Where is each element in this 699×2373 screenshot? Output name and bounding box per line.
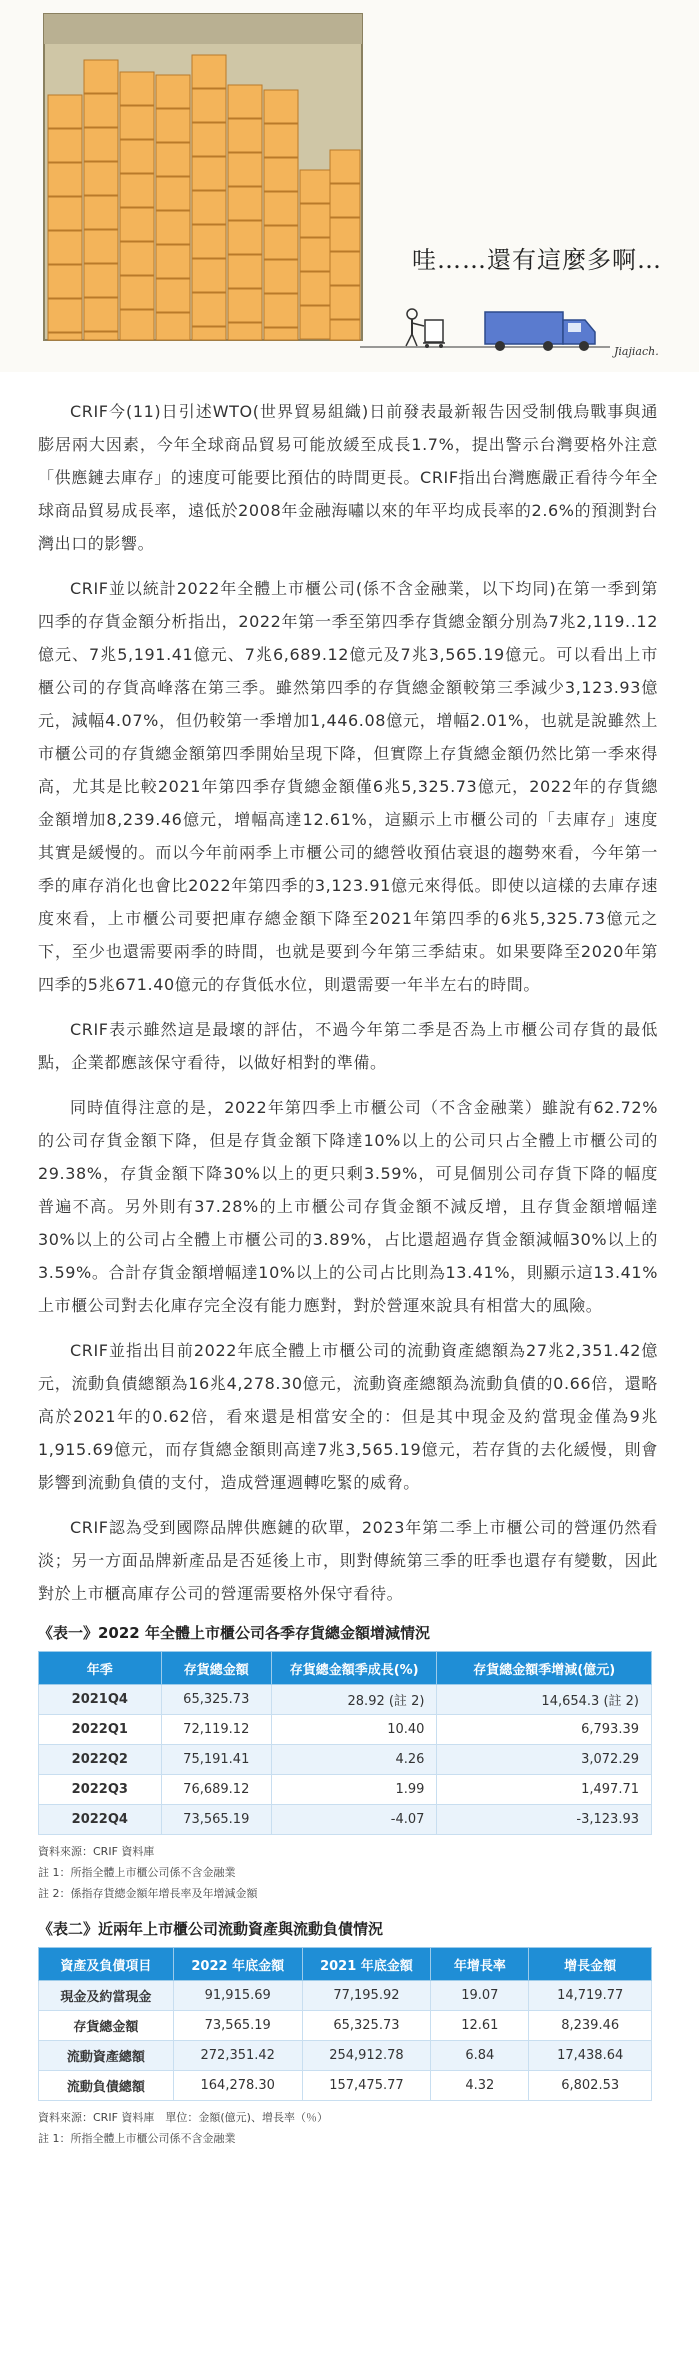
- table-cell: 8,239.46: [529, 2011, 652, 2041]
- inventory-box: [300, 238, 334, 271]
- table1-header: 存貨總金額: [161, 1652, 271, 1685]
- inventory-box: [84, 298, 118, 331]
- inventory-box: [330, 320, 360, 340]
- inventory-box: [156, 211, 190, 244]
- inventory-box: [192, 191, 226, 224]
- table1-note: 註 1：所指全體上市櫃公司係不含金融業: [38, 1866, 236, 1879]
- paragraph: CRIF今(11)日引述WTO(世界貿易組織)日前發表最新報告因受制俄烏戰事與通膨居兩大因素，今年全球商品貿易可能放緩至成長1.7%，提出警示台灣要格外注意「供應鏈去庫存」的速度可能要比預估的時間更長。CRIF指出台灣應嚴正看待今年全球商品貿易成長率，遠低於2008年金融海嘯以來的年平均成長率的2.6%的預測對台灣出口的影響。: [38, 402, 658, 553]
- inventory-box: [264, 226, 298, 259]
- inventory-box: [48, 163, 82, 196]
- paragraph: CRIF並以統計2022年全體上市櫃公司(係不含金融業，以下均同)在第一季到第四季的存貨金額分析指出，2022年第一季至第四季存貨總金額分別為7兆2,119..12億元、7兆5,191.41億元、7兆6,689.12億元及7兆3,565.19億元。可以看出上市櫃公司的存貨高峰落在第三季。雖然第四季的存貨總金額較第三季減少3,123.93億元，減幅4.07%，但仍較第一季增加1,446.08億元，增幅2.01%，也就是說雖然上市櫃公司的存貨總金額第四季開始呈現下降，但實際上存貨總金額仍然比第一季來得高，尤其是比較2021年第四季存貨總金額僅6兆5,325.73億元，2022年的存貨總金額增加8,239.46億元，增幅高達12.61%，這顯示上市櫃公司的「去庫存」速度其實是緩慢的。而以今年前兩季上市櫃公司的總營收預估衰退的趨勢來看，今年第一季的庫存消化也會比2022年第四季的3,123.91億元來得低。即使以這樣的去庫存速度來看，上市櫃公司要把庫存總金額下降至2021年第四季的6兆5,325.73億元之下，至少也還需要兩季的時間，也就是要到今年第三季結束。如果要降至2020年第四季的5兆671.40億元的存貨低水位，則還需要一年半左右的時間。: [38, 579, 658, 994]
- inventory-box: [156, 245, 190, 278]
- inventory-box: [192, 55, 226, 88]
- table-cell: 72,119.12: [161, 1715, 271, 1745]
- table-cell: 73,565.19: [173, 2011, 302, 2041]
- table-cell: 6.84: [431, 2041, 529, 2071]
- inventory-box: [192, 89, 226, 122]
- table2-source-note: 資料來源：CRIF 資料庫 單位：金額(億元)、增長率（％）: [38, 2111, 328, 2124]
- inventory-box: [120, 242, 154, 275]
- article-body: [38, 395, 658, 2149]
- table-cell: 12.61: [431, 2011, 529, 2041]
- table-cell: 3,072.29: [437, 1745, 652, 1775]
- inventory-box: [48, 333, 82, 340]
- table-cell: 91,915.69: [173, 1981, 302, 2011]
- inventory-box: [300, 306, 334, 339]
- table-cell: 6,802.53: [529, 2071, 652, 2101]
- table-row: [39, 2071, 652, 2101]
- inventory-box: [120, 208, 154, 241]
- table-cell: 2022Q4: [39, 1805, 162, 1835]
- artist-signature: Jiajiach.: [614, 345, 659, 358]
- inventory-box: [84, 60, 118, 93]
- paragraph: CRIF認為受到國際品牌供應鏈的砍單，2023年第二季上市櫃公司的營運仍然看淡；另一方面品牌新產品是否延後上市，則對傳統第三季的旺季也還存有變數，因此對於上市櫃高庫存公司的營運需要格外保守看待。: [38, 1518, 658, 1603]
- inventory-box: [228, 323, 262, 340]
- table-cell: 77,195.92: [302, 1981, 431, 2011]
- inventory-box: [156, 177, 190, 210]
- table-row: [39, 1745, 652, 1775]
- table1-header: 存貨總金額季成長(%): [271, 1652, 437, 1685]
- inventory-box: [192, 123, 226, 156]
- inventory-box: [228, 187, 262, 220]
- inventory-box: [192, 157, 226, 190]
- table1-header: 存貨總金額季增減(億元): [437, 1652, 652, 1685]
- table-cell: 1.99: [271, 1775, 437, 1805]
- table-row: [39, 1715, 652, 1745]
- inventory-box: [84, 332, 118, 340]
- inventory-box: [228, 119, 262, 152]
- inventory-box: [120, 72, 154, 105]
- table-row: [39, 1981, 652, 2011]
- warehouse-illustration: [0, 0, 699, 372]
- table-cell: 4.32: [431, 2071, 529, 2101]
- inventory-box: [192, 259, 226, 292]
- inventory-box: [156, 279, 190, 312]
- table-cell: -4.07: [271, 1805, 437, 1835]
- table-cell: -3,123.93: [437, 1805, 652, 1835]
- table-cell: 流動資產總額: [39, 2041, 174, 2071]
- paragraph: CRIF並指出目前2022年底全體上市櫃公司的流動資產總額為27兆2,351.42億元，流動負債總額為16兆4,278.30億元，流動資產總額為流動負債的0.66倍，還略高於2021年的0.62倍，看來還是相當安全的：但是其中現金及約當現金僅為9兆1,915.69億元，而存貨總金額則高達7兆3,565.19億元，若存貨的去化緩慢，則會影響到流動負債的支付，造成營運週轉吃緊的威脅。: [38, 1341, 658, 1492]
- table-cell: 65,325.73: [161, 1685, 271, 1715]
- inventory-box: [228, 221, 262, 254]
- table-cell: 2022Q1: [39, 1715, 162, 1745]
- inventory-box: [84, 264, 118, 297]
- table2-header: 2021 年底金額: [302, 1948, 431, 1981]
- table1-source-note: 資料來源：CRIF 資料庫: [38, 1845, 155, 1858]
- inventory-box: [48, 299, 82, 332]
- inventory-box: [156, 313, 190, 340]
- inventory-box: [264, 192, 298, 225]
- table-cell: 65,325.73: [302, 2011, 431, 2041]
- table2-header: 資產及負債項目: [39, 1948, 174, 1981]
- table-cell: 1,497.71: [437, 1775, 652, 1805]
- inventory-box: [48, 95, 82, 128]
- inventory-box: [48, 129, 82, 162]
- table-cell: 14,654.3 (註 2): [437, 1685, 652, 1715]
- inventory-box: [48, 197, 82, 230]
- inventory-box: [84, 128, 118, 161]
- inventory-box: [120, 174, 154, 207]
- inventory-box: [84, 162, 118, 195]
- table-cell: 流動負債總額: [39, 2071, 174, 2101]
- table-cell: 164,278.30: [173, 2071, 302, 2101]
- table-cell: 現金及約當現金: [39, 1981, 174, 2011]
- inventory-box: [228, 255, 262, 288]
- table2: [38, 1947, 652, 2101]
- table-cell: 76,689.12: [161, 1775, 271, 1805]
- table-cell: 6,793.39: [437, 1715, 652, 1745]
- table-cell: 73,565.19: [161, 1805, 271, 1835]
- table-cell: 272,351.42: [173, 2041, 302, 2071]
- table-cell: 2022Q2: [39, 1745, 162, 1775]
- table1-title: 《表一》2022 年全體上市櫃公司各季存貨總金額增減情況: [38, 1624, 430, 1642]
- inventory-box: [156, 143, 190, 176]
- inventory-box: [120, 310, 154, 340]
- table1-note: 註 2：係指存貨總金額年增長率及年增減金額: [38, 1887, 258, 1900]
- inventory-box: [264, 294, 298, 327]
- table2-note: 註 1：所指全體上市櫃公司係不含金融業: [38, 2132, 236, 2145]
- table-cell: 2022Q3: [39, 1775, 162, 1805]
- table2-header: 2022 年底金額: [173, 1948, 302, 1981]
- inventory-box: [84, 94, 118, 127]
- inventory-box: [264, 158, 298, 191]
- inventory-box: [120, 140, 154, 173]
- table-cell: 存貨總金額: [39, 2011, 174, 2041]
- table-cell: 19.07: [431, 1981, 529, 2011]
- inventory-box: [300, 170, 334, 203]
- inventory-box: [192, 225, 226, 258]
- inventory-box: [156, 75, 190, 108]
- table-cell: 75,191.41: [161, 1745, 271, 1775]
- table-row: [39, 1805, 652, 1835]
- inventory-box: [192, 327, 226, 340]
- table-row: [39, 2041, 652, 2071]
- inventory-box: [228, 289, 262, 322]
- inventory-box: [228, 153, 262, 186]
- table-cell: 14,719.77: [529, 1981, 652, 2011]
- inventory-box: [264, 124, 298, 157]
- inventory-box: [84, 196, 118, 229]
- inventory-box: [48, 231, 82, 264]
- inventory-box: [330, 218, 360, 251]
- inventory-box: [330, 150, 360, 183]
- inventory-box: [156, 109, 190, 142]
- inventory-box: [264, 328, 298, 340]
- inventory-box: [330, 252, 360, 285]
- illustration-caption: 哇……還有這麼多啊…: [412, 246, 662, 274]
- table-cell: 28.92 (註 2): [271, 1685, 437, 1715]
- table2-title: 《表二》近兩年上市櫃公司流動資產與流動負債情況: [38, 1920, 384, 1938]
- table2-header: 年增長率: [431, 1948, 529, 1981]
- inventory-box: [228, 85, 262, 118]
- paragraph: CRIF表示雖然這是最壞的評估，不過今年第二季是否為上市櫃公司存貨的最低點，企業都應該保守看待，以做好相對的準備。: [38, 1020, 658, 1072]
- table-cell: 4.26: [271, 1745, 437, 1775]
- inventory-box: [120, 106, 154, 139]
- table-cell: 157,475.77: [302, 2071, 431, 2101]
- illustration: [0, 0, 699, 372]
- inventory-box: [300, 272, 334, 305]
- inventory-box: [330, 286, 360, 319]
- paragraph: 同時值得注意的是，2022年第四季上市櫃公司（不含金融業）雖說有62.72%的公司存貨金額下降，但是存貨金額下降達10%以上的公司只占全體上市櫃公司的29.38%，存貨金額下降30%以上的更只剩3.59%，可見個別公司存貨下降的幅度普遍不高。另外則有37.28%的上市櫃公司存貨金額不減反增，且存貨金額增幅達30%以上的公司占全體上市櫃公司的3.89%，占比還超過存貨金額減幅30%以上的3.59%。合計存貨金額增幅達10%以上的公司占比則為13.41%，則顯示這13.41%上市櫃公司對去化庫存完全沒有能力應對，對於營運來說具有相當大的風險。: [38, 1098, 658, 1315]
- table1-header: 年季: [39, 1652, 162, 1685]
- inventory-box: [264, 260, 298, 293]
- inventory-box: [264, 90, 298, 123]
- table2-header: 增長金額: [529, 1948, 652, 1981]
- inventory-box: [120, 276, 154, 309]
- table-row: [39, 1775, 652, 1805]
- table-cell: 10.40: [271, 1715, 437, 1745]
- table-row: [39, 1685, 652, 1715]
- inventory-box: [84, 230, 118, 263]
- table1: [38, 1651, 652, 1835]
- inventory-box: [300, 204, 334, 237]
- table-row: [39, 2011, 652, 2041]
- inventory-box: [330, 184, 360, 217]
- table-cell: 17,438.64: [529, 2041, 652, 2071]
- inventory-box: [48, 265, 82, 298]
- table-cell: 2021Q4: [39, 1685, 162, 1715]
- table-cell: 254,912.78: [302, 2041, 431, 2071]
- inventory-box: [192, 293, 226, 326]
